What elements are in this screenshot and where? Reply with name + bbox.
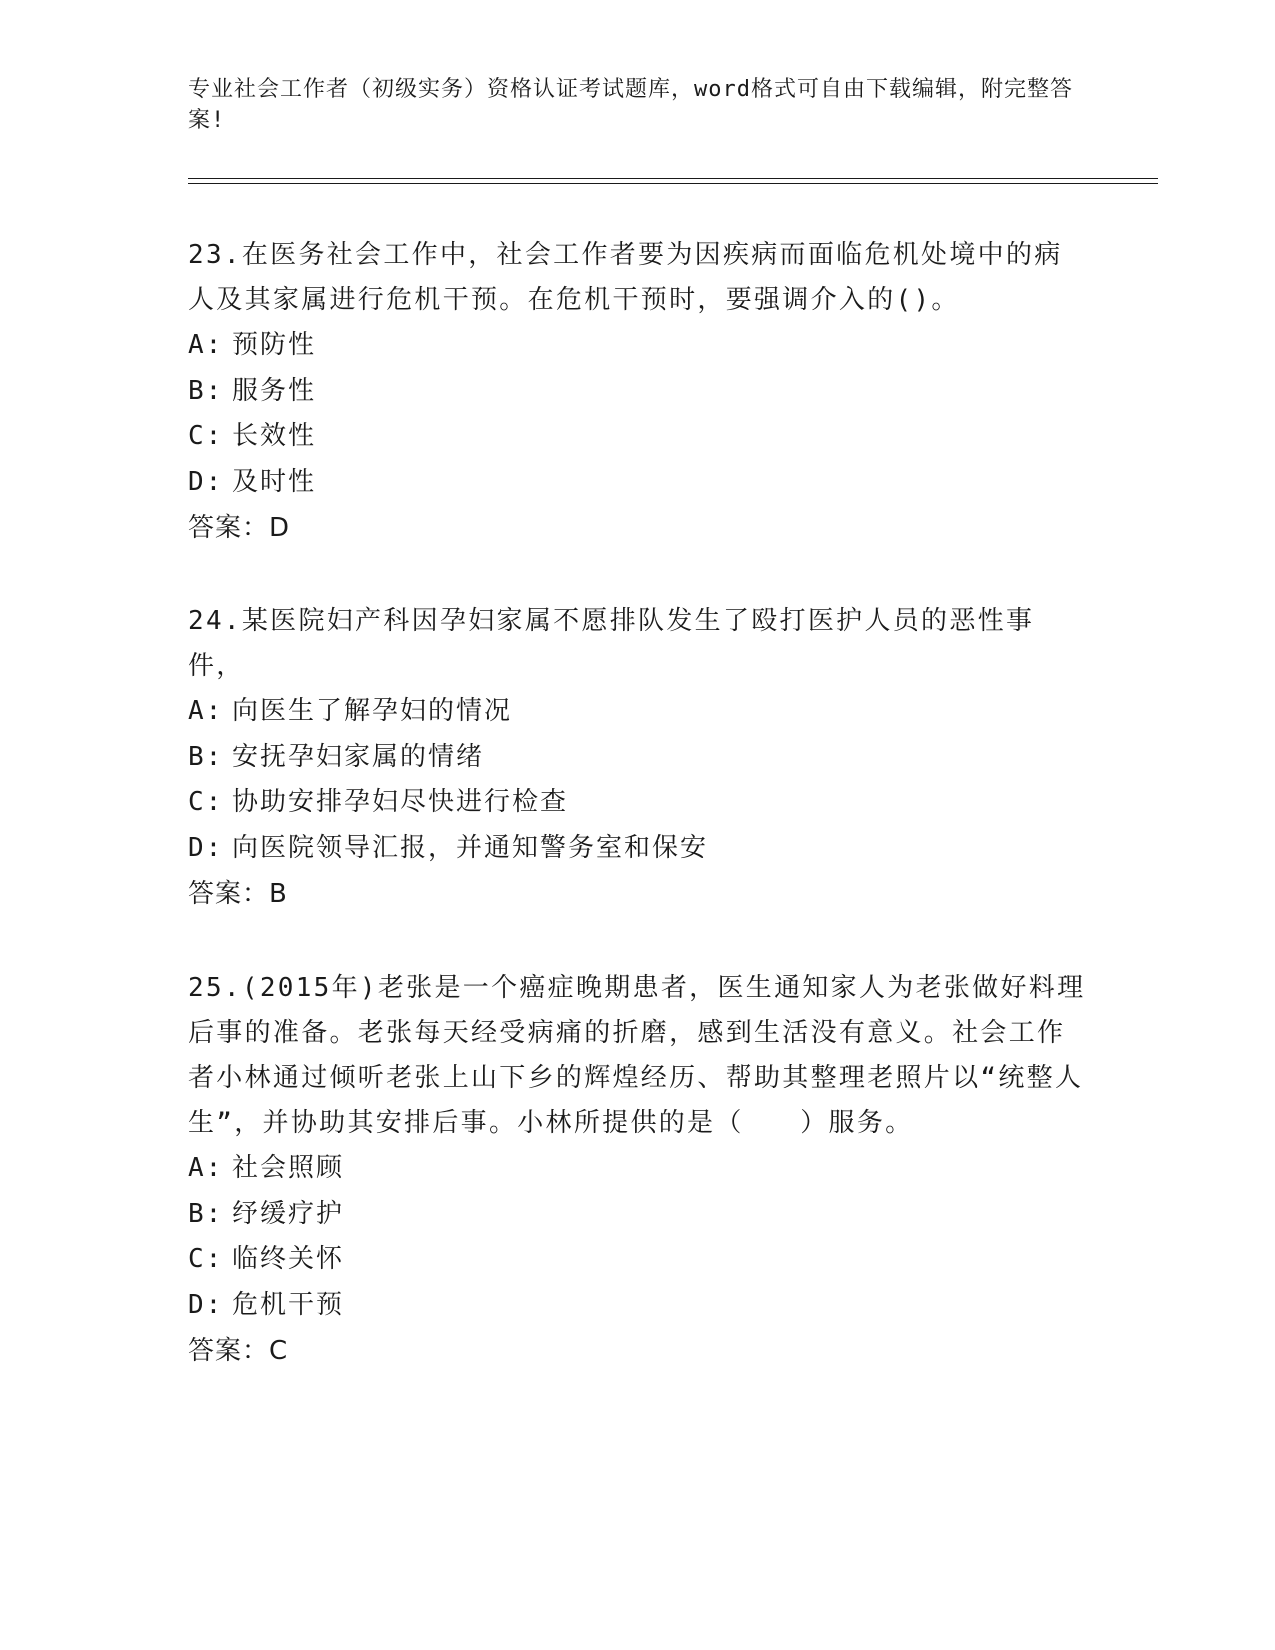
option-c	[188, 1237, 1088, 1283]
option-key: C:	[188, 1244, 224, 1274]
option-b	[188, 1192, 1088, 1238]
option-a	[188, 1146, 1088, 1192]
answer-line: 答案：B	[188, 879, 288, 909]
option-key: B:	[188, 741, 224, 772]
question-23	[188, 233, 1088, 551]
option-text: 向医院领导汇报，并通知警务室和保安	[232, 832, 709, 863]
option-key: D:	[188, 466, 224, 497]
header-title: 专业社会工作者（初级实务）资格认证考试题库，word格式可自由下载编辑，附完整答案!	[188, 77, 1073, 133]
option-key: C:	[188, 787, 224, 817]
option-text: 协助安排孕妇尽快进行检查	[232, 787, 569, 817]
option-text: 安抚孕妇家属的情绪	[232, 741, 485, 772]
option-text: 危机干预	[232, 1289, 345, 1320]
option-key: B:	[188, 375, 224, 406]
option-b	[188, 735, 1088, 781]
question-stem: 24.某医院妇产科因孕妇家属不愿排队发生了殴打医护人员的恶性事件，	[188, 606, 1035, 681]
option-key: A:	[188, 696, 224, 726]
answer-line: 答案：C	[188, 1336, 289, 1366]
option-key: C:	[188, 421, 224, 451]
question-stem: 23.在医务社会工作中，社会工作者要为因疾病而面临危机处境中的病人及其家属进行危机干预。在危机干预时，要强调介入的()。	[188, 240, 1063, 315]
question-25	[188, 966, 1088, 1374]
option-text: 临终关怀	[232, 1244, 345, 1274]
option-text: 及时性	[232, 466, 317, 497]
header-divider-top	[188, 178, 1158, 179]
option-key: A:	[188, 1153, 224, 1183]
option-a	[188, 689, 1088, 735]
option-text: 向医生了解孕妇的情况	[232, 696, 513, 726]
question-24	[188, 599, 1088, 917]
option-b	[188, 369, 1088, 415]
document-header	[188, 74, 1088, 136]
option-key: D:	[188, 832, 224, 863]
header-divider-bottom	[188, 183, 1158, 184]
option-c	[188, 414, 1088, 460]
option-d	[188, 1283, 1088, 1329]
question-stem: 25.(2015年)老张是一个癌症晚期患者，医生通知家人为老张做好料理后事的准备。老张每天经受病痛的折磨，感到生活没有意义。社会工作者小林通过倾听老张上山下乡的辉煌经历、帮助其整理老照片以“统整人生”，并协助其安排后事。小林所提供的是（ ）服务。	[188, 973, 1086, 1138]
option-text: 长效性	[232, 421, 317, 451]
option-d	[188, 460, 1088, 506]
answer-line: 答案：D	[188, 513, 291, 543]
option-text: 纾缓疗护	[232, 1198, 345, 1229]
option-a	[188, 323, 1088, 369]
option-text: 社会照顾	[232, 1153, 345, 1183]
option-d	[188, 826, 1088, 872]
option-key: A:	[188, 330, 224, 360]
option-key: D:	[188, 1289, 224, 1320]
option-text: 服务性	[232, 375, 317, 406]
option-c	[188, 780, 1088, 826]
option-key: B:	[188, 1198, 224, 1229]
option-text: 预防性	[232, 330, 317, 360]
